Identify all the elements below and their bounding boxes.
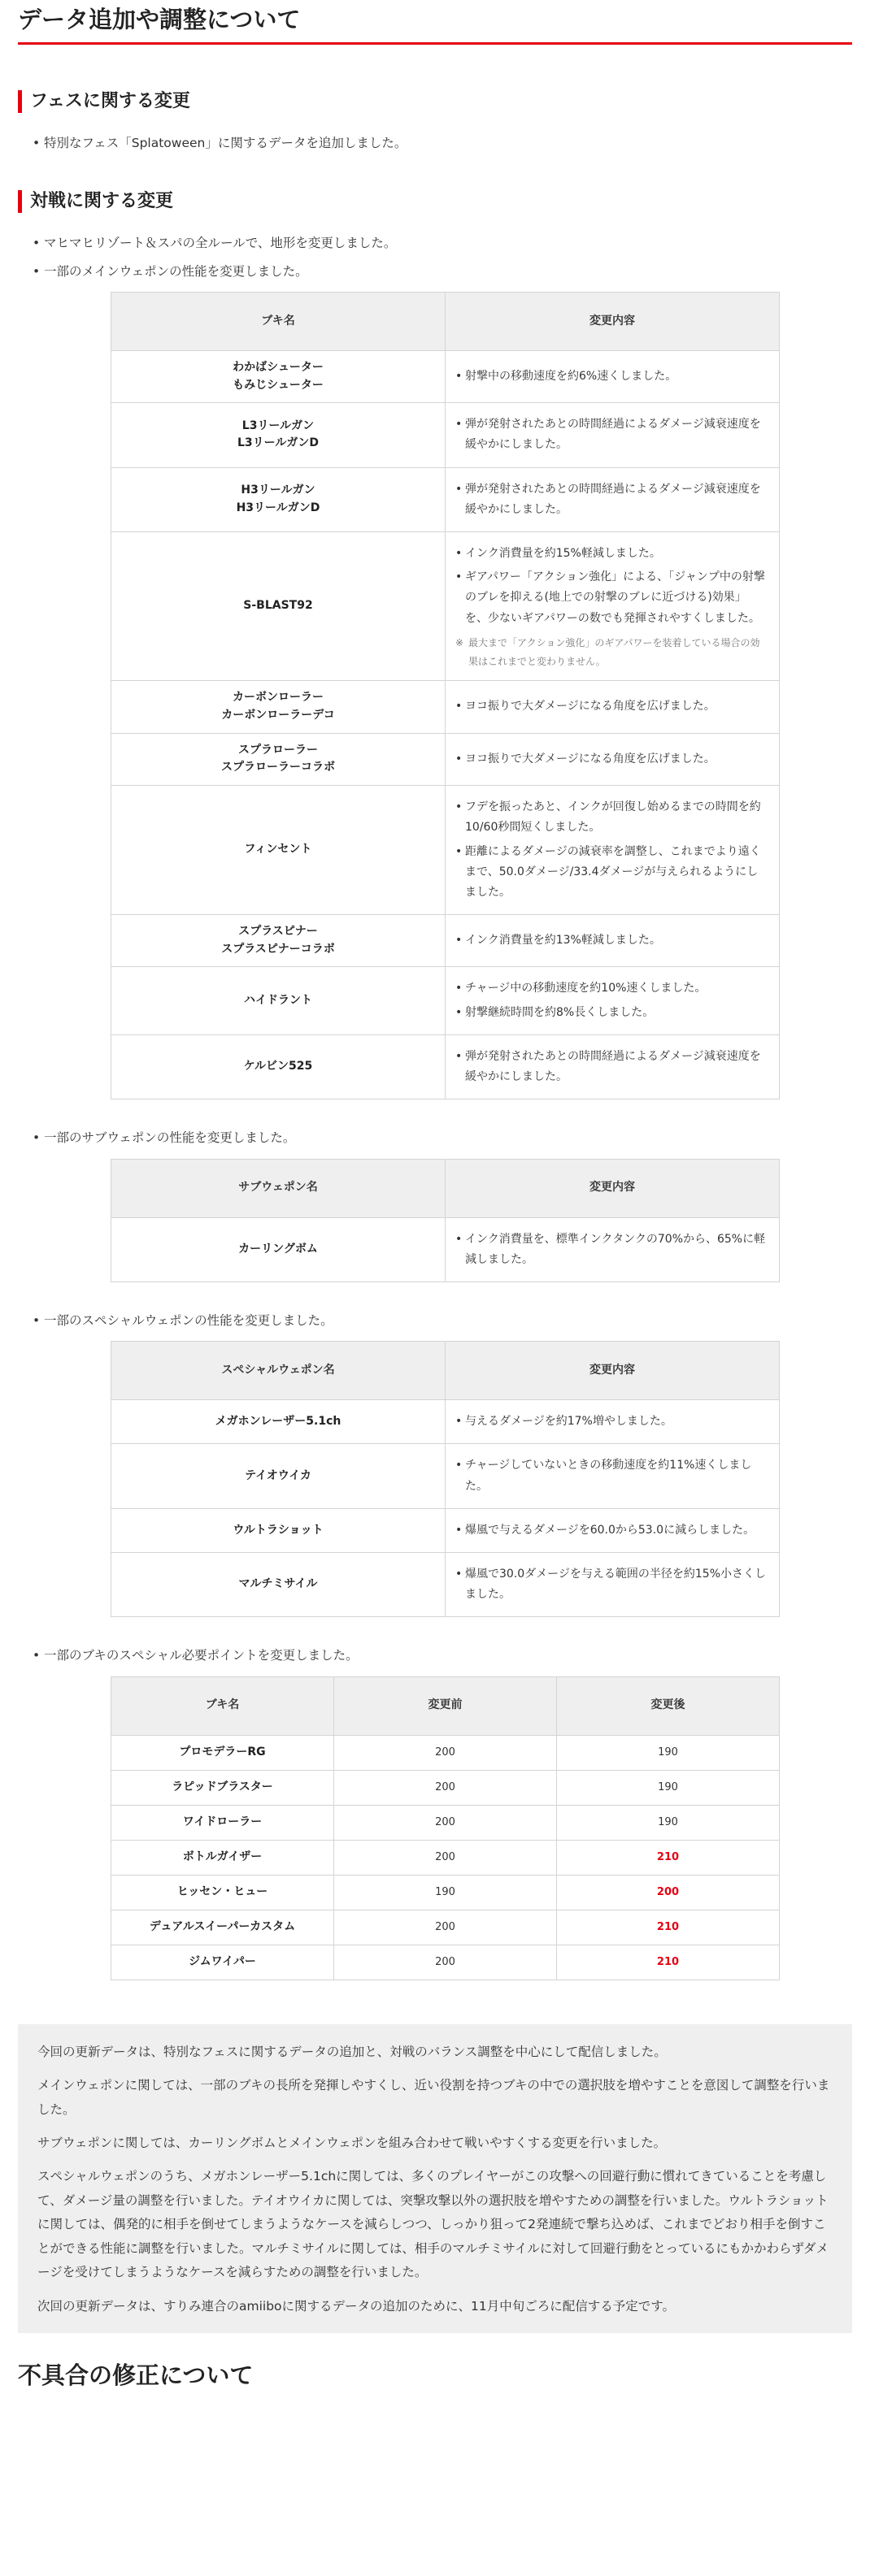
table-row <box>111 733 780 785</box>
weapon-name: スプラスピナーコラボ <box>221 942 335 956</box>
change-item: • 爆風で30.0ダメージを与える範囲の半径を約15%小さくしました。 <box>455 1564 768 1605</box>
table-row <box>111 786 780 915</box>
change-item: • 弾が発射されたあとの時間経過によるダメージ減衰速度を緩やかにしました。 <box>455 1047 768 1087</box>
weapon-name: L3リールガン <box>241 418 315 432</box>
change-item: • チャージしていないときの移動速度を約11%速くしました。 <box>455 1455 768 1496</box>
summary-box <box>18 2024 852 2333</box>
change-item: • チャージ中の移動速度を約10%速くしました。 <box>455 978 768 999</box>
special-lead: • 一部のスペシャルウェポンの性能を変更しました。 <box>33 1310 852 1331</box>
weapon-name: カーボンローラーデコ <box>221 709 335 722</box>
points-after-cell: 190 <box>557 1770 780 1805</box>
special-col-name: スペシャルウェポン名 <box>111 1342 446 1400</box>
change-item: • 距離によるダメージの減衰率を調整し、これまでより遠くまで、50.0ダメージ/33.4ダメージが与えられるようにしました。 <box>455 842 768 904</box>
table-row <box>111 915 780 967</box>
weapon-name-cell: ジムワイパー <box>111 1945 334 1980</box>
weapon-name: スプラローラーコラボ <box>221 761 335 774</box>
weapon-name: メガホンレーザー5.1ch <box>215 1415 341 1428</box>
weapon-name: フィンセント <box>244 843 312 856</box>
table-row <box>111 1217 780 1281</box>
table-row <box>111 681 780 733</box>
change-item: • 射撃中の移動速度を約6%速くしました。 <box>455 366 768 387</box>
points-before-cell: 200 <box>334 1770 557 1805</box>
change-item: • 射撃継続時間を約8%長くしました。 <box>455 1003 768 1023</box>
weapon-name: スプラスピナー <box>238 925 318 939</box>
table-row <box>111 1805 780 1840</box>
change-item: • インク消費量を約13%軽減しました。 <box>455 930 768 951</box>
sub-col-name: サブウェポン名 <box>111 1159 446 1217</box>
change-item: • インク消費量を約15%軽減しました。 <box>455 544 768 564</box>
sub-weapon-table <box>111 1159 780 1282</box>
table-row <box>111 1945 780 1980</box>
battle-list <box>33 232 852 282</box>
points-after-cell: 200 <box>557 1875 780 1910</box>
points-before-cell: 200 <box>334 1910 557 1945</box>
weapon-name: H3リールガン <box>241 484 315 497</box>
weapon-name-cell <box>111 733 446 785</box>
summary-paragraph: スペシャルウェポンのうち、メガホンレーザー5.1chに関しては、多くのプレイヤーがこの攻撃への回避行動に慣れてきていることを考慮して、ダメージ量の調整を行いました。テイオウイカに関しては、突撃攻撃以外の選択肢を増やすための調整を行いました。ウルトラショットに関しては、偶発的に相手を倒せてしまうようなケースを減らしつつ、しっかり狙って2発連続で撃ち込めば、これまでどおり相手を倒すことができる性能に調整を行いました。マルチミサイルに関しては、相手のマルチミサイルに対して回避行動をとっているにもかかわらずダメージを受けてしまうようなケースを減らすための調整を行いました。 <box>37 2169 829 2280</box>
weapon-name: L3リールガンD <box>237 436 319 450</box>
weapon-name-cell <box>111 532 446 681</box>
points-after-cell: 210 <box>557 1840 780 1875</box>
weapon-name-cell: ラピッドブラスター <box>111 1770 334 1805</box>
table-row <box>111 403 780 467</box>
weapon-name-cell <box>111 967 446 1034</box>
list-item: • マヒマヒリゾート＆スパの全ルールで、地形を変更しました。 <box>33 232 852 254</box>
sub-lead: • 一部のサブウェポンの性能を変更しました。 <box>33 1127 852 1148</box>
points-before-cell: 200 <box>334 1735 557 1770</box>
weapon-name-cell <box>111 467 446 531</box>
change-cell <box>446 1444 780 1508</box>
weapon-name-cell <box>111 1508 446 1552</box>
table-row <box>111 1400 780 1444</box>
weapon-name: H3リールガンD <box>236 501 320 514</box>
points-after-cell: 190 <box>557 1805 780 1840</box>
weapon-name-cell <box>111 1217 446 1281</box>
table-row <box>111 1034 780 1099</box>
list-item: • 特別なフェス「Splatoween」に関するデータを追加しました。 <box>33 132 852 154</box>
list-item: • 一部のメインウェポンの性能を変更しました。 <box>33 261 852 282</box>
summary-paragraph: サブウェポンに関しては、カーリングボムとメインウェポンを組み合わせて戦いやすくする変更を行いました。 <box>37 2136 667 2151</box>
points-after-cell: 190 <box>557 1735 780 1770</box>
weapon-name-cell: ボトルガイザー <box>111 1840 334 1875</box>
change-item: • 弾が発射されたあとの時間経過によるダメージ減衰速度を緩やかにしました。 <box>455 414 768 455</box>
change-cell <box>446 1553 780 1617</box>
summary-paragraph: 今回の更新データは、特別なフェスに関するデータの追加と、対戦のバランス調整を中心にして配信しました。 <box>37 2044 667 2059</box>
table-row <box>111 967 780 1034</box>
weapon-name: ウルトラショット <box>233 1523 324 1537</box>
special-points-table <box>111 1676 780 1980</box>
points-after-cell: 210 <box>557 1945 780 1980</box>
change-item: • ギアパワー「アクション強化」による、「ジャンプ中の射撃のブレを抑える(地上での射撃のブレに近づける)効果」を、少ないギアパワーの数でも発揮されやすくしました。 <box>455 567 768 629</box>
weapon-name-cell <box>111 403 446 467</box>
change-item: • 爆風で与えるダメージを60.0から53.0に減らしました。 <box>455 1520 768 1541</box>
table-row <box>111 1553 780 1617</box>
weapon-name-cell <box>111 350 446 402</box>
table-row <box>111 350 780 402</box>
weapon-name: わかばシューター <box>233 360 324 374</box>
table-row <box>111 532 780 681</box>
change-item: • ヨコ振りで大ダメージになる角度を広げました。 <box>455 696 768 717</box>
points-col-before: 変更前 <box>334 1676 557 1735</box>
table-row <box>111 1770 780 1805</box>
change-note: ※ 最大まで「アクション強化」のギアパワーを装着している場合の効果はこれまでと変わりません。 <box>455 634 768 671</box>
weapon-name: ハイドラント <box>244 993 312 1007</box>
points-before-cell: 200 <box>334 1805 557 1840</box>
change-cell <box>446 1034 780 1099</box>
change-cell <box>446 350 780 402</box>
change-item: • フデを振ったあと、インクが回復し始めるまでの時間を約10/60秒間短くしました。 <box>455 797 768 838</box>
weapon-name: ケルビン525 <box>243 1060 313 1073</box>
weapon-name-cell <box>111 681 446 733</box>
next-section-title: 不具合の修正について <box>18 2361 254 2390</box>
fes-section-title: フェスに関する変更 <box>18 90 852 114</box>
special-weapon-table <box>111 1341 780 1617</box>
points-after-cell: 210 <box>557 1910 780 1945</box>
change-item: • ヨコ振りで大ダメージになる角度を広げました。 <box>455 749 768 770</box>
points-before-cell: 200 <box>334 1945 557 1980</box>
table-row <box>111 1444 780 1508</box>
summary-paragraph: メインウェポンに関しては、一部のブキの長所を発揮しやすくし、近い役割を持つブキの中での選択肢を増やすことを意図して調整を行いました。 <box>37 2078 830 2117</box>
change-cell <box>446 967 780 1034</box>
change-cell <box>446 681 780 733</box>
weapon-name-cell <box>111 1444 446 1508</box>
weapon-name-cell: デュアルスイーパーカスタム <box>111 1910 334 1945</box>
weapon-name: カーボンローラー <box>233 691 324 705</box>
change-item: • 与えるダメージを約17%増やしました。 <box>455 1412 768 1432</box>
table-row <box>111 1875 780 1910</box>
main-weapon-table <box>111 292 780 1099</box>
weapon-name-cell <box>111 1553 446 1617</box>
weapon-name: テイオウイカ <box>245 1468 311 1482</box>
weapon-name: カーリングボム <box>238 1242 318 1255</box>
change-cell <box>446 1508 780 1552</box>
change-cell <box>446 1400 780 1444</box>
weapon-name-cell: ヒッセン・ヒュー <box>111 1875 334 1910</box>
change-cell <box>446 532 780 681</box>
points-lead: • 一部のブキのスペシャル必要ポイントを変更しました。 <box>33 1645 852 1666</box>
weapon-name-cell <box>111 915 446 967</box>
table-row <box>111 1840 780 1875</box>
weapon-name-cell: ワイドローラー <box>111 1805 334 1840</box>
weapon-name-cell <box>111 786 446 915</box>
table-row <box>111 1508 780 1552</box>
main-col-change: 変更内容 <box>446 292 780 350</box>
weapon-name: S-BLAST92 <box>243 599 313 613</box>
change-cell <box>446 915 780 967</box>
change-item: • インク消費量を、標準インクタンクの70%から、65%に軽減しました。 <box>455 1229 768 1270</box>
page-title: データ追加や調整について <box>18 0 852 45</box>
battle-section-title: 対戦に関する変更 <box>18 190 852 214</box>
change-cell <box>446 786 780 915</box>
weapon-name-cell: プロモデラーRG <box>111 1735 334 1770</box>
special-col-change: 変更内容 <box>446 1342 780 1400</box>
summary-paragraph: 次回の更新データは、すりみ連合のamiiboに関するデータの追加のために、11月中旬ごろに配信する予定です。 <box>37 2298 676 2314</box>
change-cell <box>446 733 780 785</box>
weapon-name: もみじシューター <box>233 378 324 392</box>
points-before-cell: 190 <box>334 1875 557 1910</box>
sub-col-change: 変更内容 <box>446 1159 780 1217</box>
change-cell <box>446 467 780 531</box>
table-row <box>111 1910 780 1945</box>
table-row <box>111 467 780 531</box>
weapon-name: スプラローラー <box>238 743 318 757</box>
points-before-cell: 200 <box>334 1840 557 1875</box>
weapon-name-cell <box>111 1400 446 1444</box>
weapon-name-cell <box>111 1034 446 1099</box>
table-row <box>111 1735 780 1770</box>
weapon-name: マルチミサイル <box>238 1577 318 1591</box>
main-col-name: ブキ名 <box>111 292 446 350</box>
change-cell <box>446 1217 780 1281</box>
fes-list <box>33 132 852 154</box>
change-cell <box>446 403 780 467</box>
points-col-after: 変更後 <box>557 1676 780 1735</box>
change-item: • 弾が発射されたあとの時間経過によるダメージ減衰速度を緩やかにしました。 <box>455 479 768 520</box>
points-col-name: ブキ名 <box>111 1676 334 1735</box>
